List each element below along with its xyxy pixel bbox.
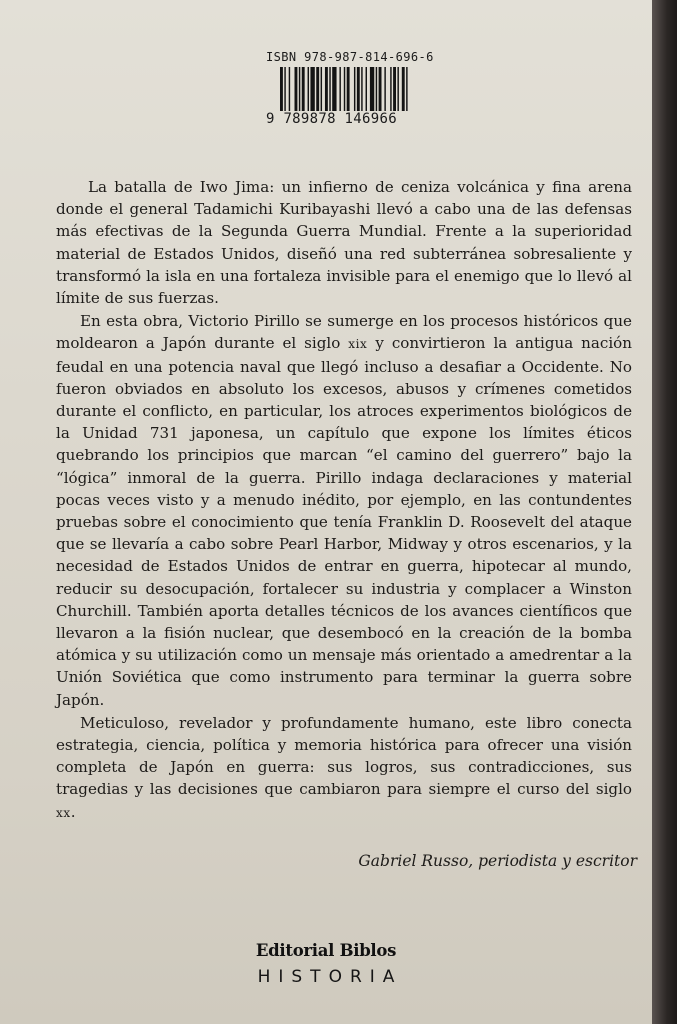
blurb-p2-text-a: En esta obra, Victorio Pirillo se sumerge en los procesos históricos que moldearon a Japón durante el siglo bbox=[56, 312, 632, 353]
blurb-text bbox=[56, 176, 632, 825]
century-xix: xix bbox=[348, 337, 368, 352]
background-edge bbox=[652, 0, 677, 1024]
barcode-digits: 9 789878 146966 bbox=[266, 111, 397, 127]
review-byline: Gabriel Russo, periodista y escritor bbox=[358, 852, 637, 870]
blurb-p3-text-a: Meticuloso, revelador y profundamente humano, este libro conecta estrategia, ciencia, política y memoria histórica para ofrecer una visión completa de Japón en guerra: sus logros, sus contradicciones, sus tragedias y las decisiones que cambiaron para siempre el curso del siglo bbox=[56, 713, 632, 799]
blurb-p3-text-b: . bbox=[70, 802, 76, 821]
barcode-bars bbox=[280, 67, 448, 111]
isbn-number: ISBN 978-987-814-696-6 bbox=[266, 50, 434, 64]
century-xx: xx bbox=[56, 805, 71, 820]
collection-name: HISTORIA bbox=[257, 967, 403, 987]
blurb-paragraph-1: La batalla de Iwo Jima: un infierno de ceniza volcánica y fina arena donde el general Tadamichi Kuribayashi llevó a cabo una de las defensas más efectivas de la Segunda Guerra Mundial. Frente a la superioridad material de Estados Unidos, diseñó una red subterránea sobresaliente y transformó la isla en una fortaleza invisible para el enemigo que lo llevó al límite de sus fuerzas. bbox=[56, 178, 632, 308]
blurb-paragraph-3 bbox=[56, 712, 632, 824]
blurb-paragraph-2 bbox=[56, 310, 632, 711]
isbn-barcode bbox=[262, 50, 452, 130]
blurb-p2-text-b: y convirtieron la antigua nación feudal en una potencia naval que llegó incluso a desafiar a Occidente. No fueron obviados en absoluto los excesos, abusos y crímenes cometidos durante el conflicto, en particular, los atroces experimentos biológicos de la Unidad 731 japonesa, un capítulo que expone los límites éticos quebrando los principios que marcan “el camino del guerrero” bajo la “lógica” inmoral de la guerra. Pirillo indaga declaraciones y material pocas veces visto y a menudo inédito, por ejemplo, en las contundentes pruebas sobre el conocimiento que tenía Franklin D. Roosevelt del ataque que se llevaría a cabo sobre Pearl Harbor, Midway y otros escenarios, y la necesidad de Estados Unidos de entrar en guerra, hipotecar al mundo, reducir su desocupación, fortalecer su industria y complacer a Winston Churchill. También aporta detalles técnicos de los avances científicos que llevaron a la fisión nuclear, que desembocó en la creación de la bomba atómica y su utilización como un mensaje más orientado a amedrentar a la Unión Soviética que como instrumento para terminar la guerra sobre Japón. bbox=[56, 334, 632, 709]
publisher-name: Editorial Biblos bbox=[255, 941, 397, 960]
